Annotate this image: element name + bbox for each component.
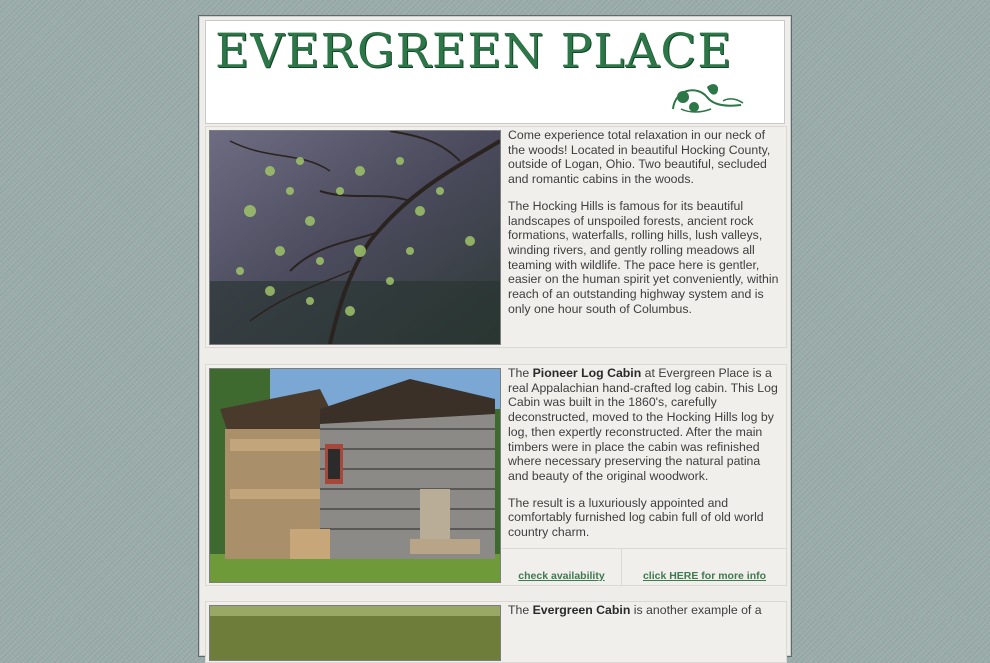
pioneer-links-row — [502, 548, 786, 586]
pioneer-cabin-name: Pioneer Log Cabin — [532, 366, 642, 380]
evergreen-cabin-photo — [209, 605, 501, 661]
intro-paragraph-2: The Hocking Hills is famous for its beautiful landscapes of unspoiled forests, ancient rock formations, waterfalls, rolling hills, lush valleys, winding rivers, and gently rolling meadows all teaming with wildlife. The pace here is gentler, easier on the human spirit yet conveniently, within reach of an outstanding highway system and is only one hour south of Columbus. — [508, 198, 779, 316]
pioneer-cabin-section — [205, 364, 787, 586]
pioneer-paragraph-1-rest: at Evergreen Place is a real Appalachian hand-crafted log cabin. This Log Cabin was built in the 1860's, carefully deconstructed, moved to the Hocking Hills log by log, then expertly reconstructed. After the main timbers were in place the cabin was refinished where necessary preserving the natural patina and beauty of the original woodwork. — [508, 366, 778, 483]
evergreen-cabin-section — [205, 601, 787, 663]
pioneer-paragraph-1 — [508, 366, 783, 484]
evergreen-paragraph-1-rest: is another example of a — [630, 603, 762, 617]
site-logo[interactable]: EVERGREEN PLACE — [215, 24, 733, 79]
intro-section — [205, 126, 787, 348]
intro-text — [508, 128, 783, 328]
evergreen-cabin-text — [508, 603, 783, 630]
check-availability-link[interactable]: check availability — [518, 570, 605, 582]
flourish-ornament-icon — [667, 79, 747, 119]
evergreen-paragraph-1 — [508, 603, 783, 618]
content-panel — [198, 15, 792, 657]
pioneer-cabin-text — [508, 366, 783, 552]
more-info-link[interactable]: click HERE for more info — [642, 570, 767, 582]
more-info-cell — [623, 549, 786, 586]
pioneer-paragraph-2: The result is a luxuriously appointed and comfortably furnished log cabin full of old world country charm. — [508, 495, 764, 540]
availability-cell — [502, 549, 622, 586]
evergreen-cabin-name: Evergreen Cabin — [532, 603, 631, 617]
intro-paragraph-1: Come experience total relaxation in our neck of the woods! Located in beautiful Hocking County, outside of Logan, Ohio. Two beautiful, secluded and romantic cabins in the woods. — [508, 128, 771, 187]
forest-branches-photo — [209, 130, 501, 345]
pioneer-lead: The — [508, 366, 533, 380]
site-header — [205, 20, 785, 124]
evergreen-lead: The — [508, 603, 533, 617]
log-cabin-photo — [209, 368, 501, 583]
